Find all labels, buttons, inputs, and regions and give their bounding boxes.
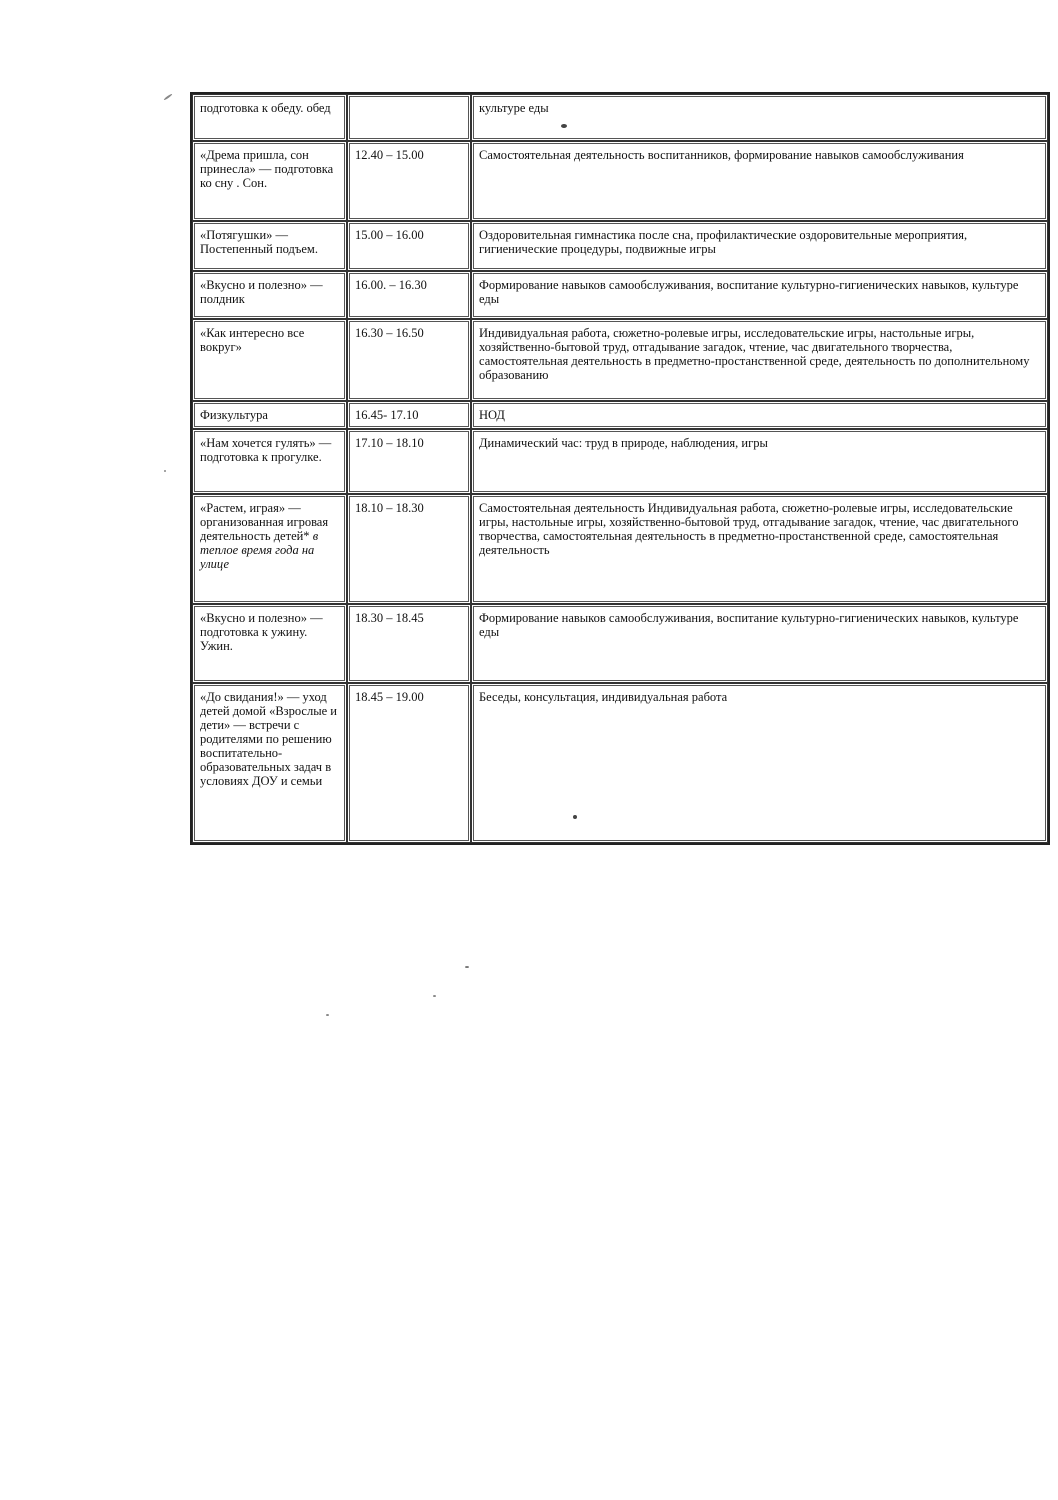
schedule-body	[192, 94, 1048, 843]
time-cell: 15.00 – 16.00	[347, 221, 471, 271]
scan-speck	[326, 1014, 329, 1016]
table-row	[192, 683, 1048, 843]
activity-cell: «Дрема пришла, сон принесла» — подготовка ко сну . Сон.	[192, 141, 347, 221]
content-cell: Самостоятельная деятельность воспитанников, формирование навыков самообслуживания	[471, 141, 1048, 221]
content-cell: Оздоровительная гимнастика после сна, профилактические оздоровительные мероприятия, гигиенические процедуры, подвижные игры	[471, 221, 1048, 271]
activity-cell: подготовка к обеду. обед	[192, 94, 347, 141]
scan-speck	[465, 966, 469, 968]
table-row	[192, 141, 1048, 221]
time-cell: 12.40 – 15.00	[347, 141, 471, 221]
time-cell	[347, 94, 471, 141]
activity-text: «Растем, играя» — организованная игровая деятельность детей*	[200, 501, 329, 543]
activity-cell: «Потягушки» — Постепенный подъем.	[192, 221, 347, 271]
time-cell: 18.10 – 18.30	[347, 494, 471, 604]
table-row	[192, 319, 1048, 401]
table-row	[192, 494, 1048, 604]
activity-cell	[192, 494, 347, 604]
content-cell: Динамический час: труд в природе, наблюдения, игры	[471, 429, 1048, 494]
activity-cell: «Нам хочется гулять» — подготовка к прогулке.	[192, 429, 347, 494]
content-cell: Самостоятельная деятельность Индивидуальная работа, сюжетно-ролевые игры, исследовательские игры, настольные игры, хозяйственно-бытовой труд, отгадывание загадок, чтение, час двигательного творчества, самостоятельная деятельность в предметно-простанственной среде, самостоятельная деятельность	[471, 494, 1048, 604]
table-row	[192, 401, 1048, 429]
activity-cell: «До свидания!» — уход детей домой «Взрослые и дети» — встречи с родителями по решению воспитательно-образовательных задач в условиях ДОУ и семьи	[192, 683, 347, 843]
content-cell: культуре еды	[471, 94, 1048, 141]
table-row	[192, 429, 1048, 494]
content-cell: Формирование навыков самообслуживания, воспитание культурно-гигиенических навыков, культуре еды	[471, 604, 1048, 683]
content-cell: НОД	[471, 401, 1048, 429]
table-row	[192, 271, 1048, 319]
activity-cell: «Вкусно и полезно» — подготовка к ужину. Ужин.	[192, 604, 347, 683]
content-cell: Формирование навыков самообслуживания, воспитание культурно-гигиенических навыков, культуре еды	[471, 271, 1048, 319]
content-cell: Беседы, консультация, индивидуальная работа	[471, 683, 1048, 843]
table-row	[192, 604, 1048, 683]
activity-cell: «Вкусно и полезно» — полдник	[192, 271, 347, 319]
scan-speck	[164, 470, 166, 472]
content-cell: Индивидуальная работа, сюжетно-ролевые игры, исследовательские игры, настольные игры, хозяйственно-бытовой труд, отгадывание загадок, чтение, час двигательного творчества, самостоятельная деятельность в предметно-простанственной среде, деятельность по дополнительному образованию	[471, 319, 1048, 401]
time-cell: 16.30 – 16.50	[347, 319, 471, 401]
time-cell: 18.45 – 19.00	[347, 683, 471, 843]
activity-cell: Физкультура	[192, 401, 347, 429]
schedule-table	[190, 92, 1050, 845]
activity-note: в теплое время года на улице	[200, 529, 319, 571]
time-cell: 16.45- 17.10	[347, 401, 471, 429]
time-cell: 16.00. – 16.30	[347, 271, 471, 319]
scan-speck	[573, 815, 577, 819]
table-row	[192, 94, 1048, 141]
table-row	[192, 221, 1048, 271]
scan-speck	[561, 124, 567, 128]
scan-speck	[163, 93, 172, 100]
time-cell: 17.10 – 18.10	[347, 429, 471, 494]
time-cell: 18.30 – 18.45	[347, 604, 471, 683]
scan-speck	[433, 995, 436, 997]
activity-cell: «Как интересно все вокруг»	[192, 319, 347, 401]
